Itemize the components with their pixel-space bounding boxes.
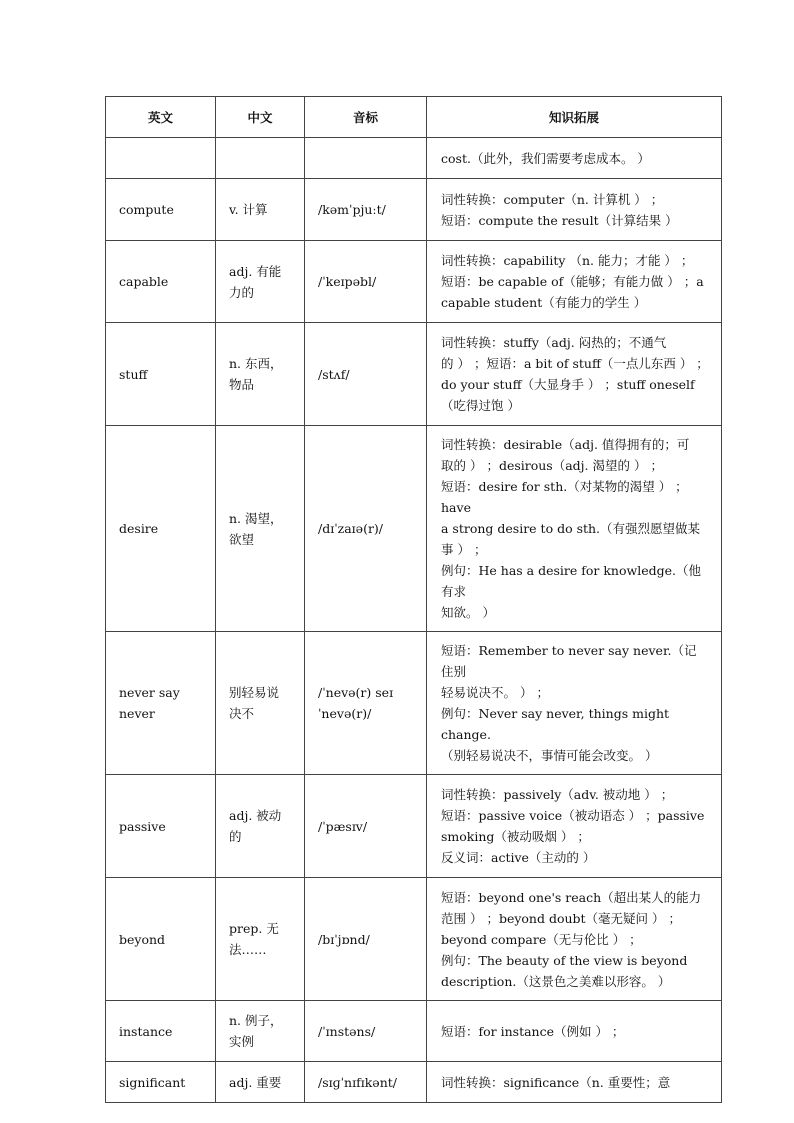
cell-knowledge xyxy=(427,775,722,878)
cell-chinese: n. 东西，物品 xyxy=(216,323,305,426)
knowledge-line: 短语：desire for sth.（对某物的渴望 ） ；have xyxy=(441,479,688,515)
cell-phonetic: /kəmˈpjuːt/ xyxy=(305,179,427,241)
table-row xyxy=(106,426,722,632)
cell-phonetic: /bɪˈjɒnd/ xyxy=(305,878,427,1001)
knowledge-line: 短语：for instance（例如 ） ； xyxy=(441,1023,625,1039)
knowledge-line: 词性转换：computer（n. 计算机 ） ； xyxy=(441,191,664,207)
cell-english: instance xyxy=(106,1001,216,1062)
cell-chinese: adj. 被动的 xyxy=(216,775,305,878)
cell-knowledge xyxy=(427,632,722,775)
knowledge-line: 词性转换：significance（n. 重要性；意 xyxy=(441,1074,671,1090)
cell-phonetic xyxy=(305,138,427,179)
cell-english: desire xyxy=(106,426,216,632)
knowledge-line: 词性转换：passively（adv. 被动地 ） ； xyxy=(441,787,674,802)
cell-chinese: n. 例子，实例 xyxy=(216,1001,305,1062)
knowledge-line: 取的 ） ；desirous（adj. 渴望的 ） ； xyxy=(441,458,663,473)
table-row xyxy=(106,241,722,323)
knowledge-line: 短语：beyond one's reach（超出某人的能力 xyxy=(441,889,702,905)
knowledge-line: 的 ） ；短语：a bit of stuff（一点儿东西 ） ； xyxy=(441,356,709,371)
table-header-row xyxy=(106,97,722,138)
cell-chinese: adj. 重要 xyxy=(216,1062,305,1103)
knowledge-line: cost.（此外，我们需要考虑成本。 ） xyxy=(441,150,650,166)
table-row xyxy=(106,1001,722,1062)
table-row xyxy=(106,138,722,179)
knowledge-line: a strong desire to do sth.（有强烈愿望做某 xyxy=(441,521,701,536)
table-row xyxy=(106,878,722,1001)
cell-chinese: prep. 无法…… xyxy=(216,878,305,1001)
cell-chinese: v. 计算 xyxy=(216,179,305,241)
knowledge-line: （吃得过饱 ） xyxy=(441,398,520,413)
knowledge-line: beyond compare（无与伦比 ） ； xyxy=(441,931,642,947)
knowledge-line: 例句：He has a desire for knowledge.（他有求 xyxy=(441,563,701,599)
cell-knowledge xyxy=(427,138,722,179)
knowledge-line: capable student（有能力的学生 ） xyxy=(441,295,647,310)
cell-knowledge xyxy=(427,179,722,241)
cell-phonetic: /ˈnevə(r) seɪ ˈnevə(r)/ xyxy=(305,632,427,775)
knowledge-line: smoking（被动吸烟 ） ； xyxy=(441,829,590,844)
cell-chinese: 别轻易说决不 xyxy=(216,632,305,775)
cell-knowledge xyxy=(427,426,722,632)
knowledge-line: 短语：Remember to never say never.（记住别 xyxy=(441,643,697,679)
cell-english: passive xyxy=(106,775,216,878)
header-chinese: 中文 xyxy=(216,97,305,138)
cell-english: capable xyxy=(106,241,216,323)
vocabulary-table xyxy=(105,96,722,1103)
knowledge-line: 词性转换：capability （n. 能力；才能 ） ； xyxy=(441,253,694,268)
cell-phonetic: /ˈpæsɪv/ xyxy=(305,775,427,878)
knowledge-line: 范围 ） ；beyond doubt（毫无疑问 ） ； xyxy=(441,910,682,926)
cell-phonetic: /sɪɡˈnɪfɪkənt/ xyxy=(305,1062,427,1103)
knowledge-line: 词性转换：desirable（adj. 值得拥有的；可 xyxy=(441,437,690,452)
knowledge-line: 反义词：active（主动的 ） xyxy=(441,850,596,865)
cell-english: never say never xyxy=(106,632,216,775)
knowledge-line: 例句：Never say never, things might change. xyxy=(441,706,670,742)
knowledge-line: 短语：passive voice（被动语态 ） ；passive xyxy=(441,808,705,823)
cell-knowledge xyxy=(427,241,722,323)
cell-english: significant xyxy=(106,1062,216,1103)
cell-chinese: n. 渴望，欲望 xyxy=(216,426,305,632)
cell-knowledge xyxy=(427,878,722,1001)
header-knowledge: 知识拓展 xyxy=(427,97,722,138)
table-row xyxy=(106,179,722,241)
cell-phonetic: /stʌf/ xyxy=(305,323,427,426)
knowledge-line: description.（这景色之美难以形容。 ） xyxy=(441,973,671,989)
cell-english xyxy=(106,138,216,179)
knowledge-line: 例句：The beauty of the view is beyond xyxy=(441,952,688,968)
knowledge-line: 知欲。 ） xyxy=(441,605,495,620)
knowledge-line: 词性转换：stuffy（adj. 闷热的；不通气 xyxy=(441,335,667,350)
knowledge-line: 短语：compute the result（计算结果 ） xyxy=(441,212,678,228)
cell-knowledge xyxy=(427,1062,722,1103)
table-row xyxy=(106,323,722,426)
cell-phonetic: /ˈkeɪpəbl/ xyxy=(305,241,427,323)
table-row xyxy=(106,1062,722,1103)
cell-english: compute xyxy=(106,179,216,241)
cell-chinese: adj. 有能力的 xyxy=(216,241,305,323)
header-phonetic: 音标 xyxy=(305,97,427,138)
knowledge-line: 轻易说决不。 ） ； xyxy=(441,685,549,700)
cell-knowledge xyxy=(427,323,722,426)
cell-knowledge xyxy=(427,1001,722,1062)
knowledge-line: （别轻易说决不，事情可能会改变。 ） xyxy=(441,748,658,763)
table-row xyxy=(106,632,722,775)
cell-phonetic: /ˈɪnstəns/ xyxy=(305,1001,427,1062)
cell-phonetic: /dɪˈzaɪə(r)/ xyxy=(305,426,427,632)
header-english: 英文 xyxy=(106,97,216,138)
cell-chinese xyxy=(216,138,305,179)
knowledge-line: 短语：be capable of（能够；有能力做 ） ；a xyxy=(441,274,704,289)
knowledge-line: 事 ） ； xyxy=(441,542,487,557)
cell-english: stuff xyxy=(106,323,216,426)
knowledge-line: do your stuff（大显身手 ） ；stuff oneself xyxy=(441,377,695,392)
cell-english: beyond xyxy=(106,878,216,1001)
table-row xyxy=(106,775,722,878)
